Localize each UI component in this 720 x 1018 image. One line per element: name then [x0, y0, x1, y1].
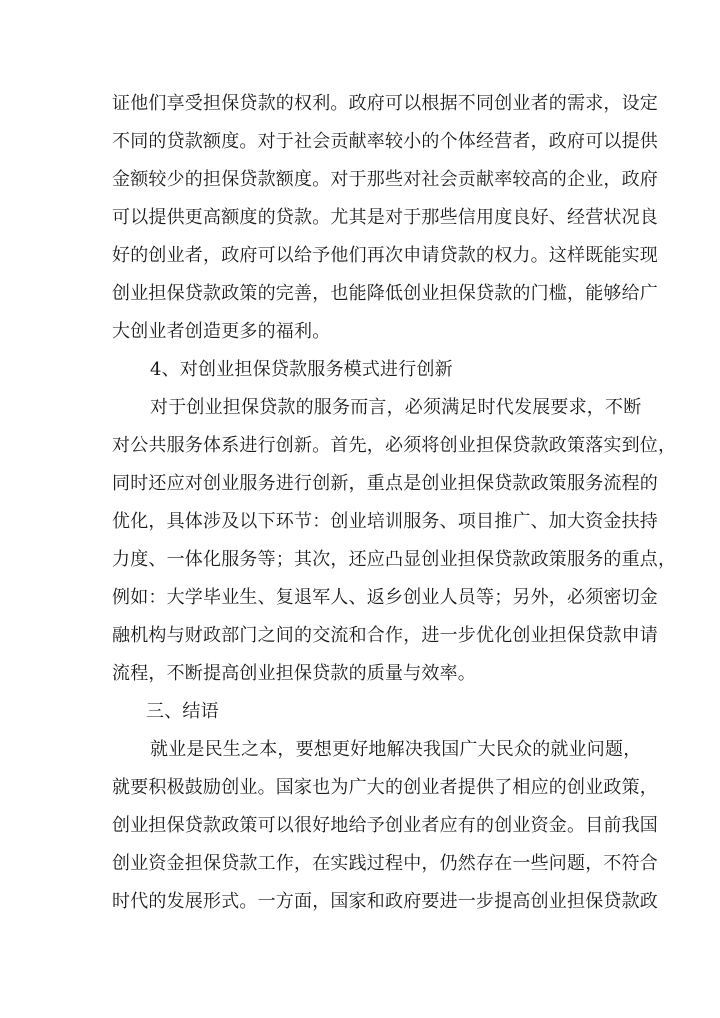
paragraph-line: 不同的贷款额度。对于社会贡献率较小的个体经营者，政府可以提供 [112, 131, 658, 152]
paragraph-line: 可以提供更高额度的贷款。尤其是对于那些信用度良好、经营状况良 [112, 207, 658, 228]
paragraph-line: 金额较少的担保贷款额度。对于那些对社会贡献率较高的企业，政府 [112, 169, 658, 190]
paragraph-line: 对于创业担保贷款的服务而言，必须满足时代发展要求，不断 [150, 397, 642, 418]
paragraph-line: 创业担保贷款政策的完善，也能降低创业担保贷款的门槛，能够给广 [112, 283, 658, 304]
paragraph-line: 同时还应对创业服务进行创新，重点是创业担保贷款政策服务流程的 [112, 473, 658, 494]
paragraph-line: 创业资金担保贷款工作，在实践过程中，仍然存在一些问题，不符合 [112, 853, 658, 874]
paragraph-line: 证他们享受担保贷款的权利。政府可以根据不同创业者的需求，设定 [112, 93, 658, 114]
paragraph-line: 就业是民生之本，要想更好地解决我国广大民众的就业问题， [150, 739, 642, 760]
paragraph-line: 就要积极鼓励创业。国家也为广大的创业者提供了相应的创业政策， [112, 777, 658, 798]
paragraph-line: 流程，不断提高创业担保贷款的质量与效率。 [112, 663, 476, 684]
paragraph-line: 融机构与财政部门之间的交流和合作，进一步优化创业担保贷款申请 [112, 625, 658, 646]
subsection-heading: 4、对创业担保贷款服务模式进行创新 [150, 359, 453, 380]
paragraph-line: 例如：大学毕业生、复退军人、返乡创业人员等；另外，必须密切金 [112, 587, 658, 608]
paragraph-line: 优化，具体涉及以下环节：创业培训服务、项目推广、加大资金扶持 [112, 511, 658, 532]
paragraph-line: 对公共服务体系进行创新。首先，必须将创业担保贷款政策落实到位， [112, 435, 677, 456]
paragraph-line: 力度、一体化服务等；其次，还应凸显创业担保贷款政策服务的重点， [112, 549, 677, 570]
paragraph-line: 大创业者创造更多的福利。 [112, 321, 331, 342]
paragraph-line: 时代的发展形式。一方面，国家和政府要进一步提高创业担保贷款政 [112, 891, 658, 912]
section-heading: 三、结语 [146, 701, 219, 722]
paragraph-line: 好的创业者，政府可以给予他们再次申请贷款的权力。这样既能实现 [112, 245, 658, 266]
paragraph-line: 创业担保贷款政策可以很好地给予创业者应有的创业资金。目前我国 [112, 815, 658, 836]
